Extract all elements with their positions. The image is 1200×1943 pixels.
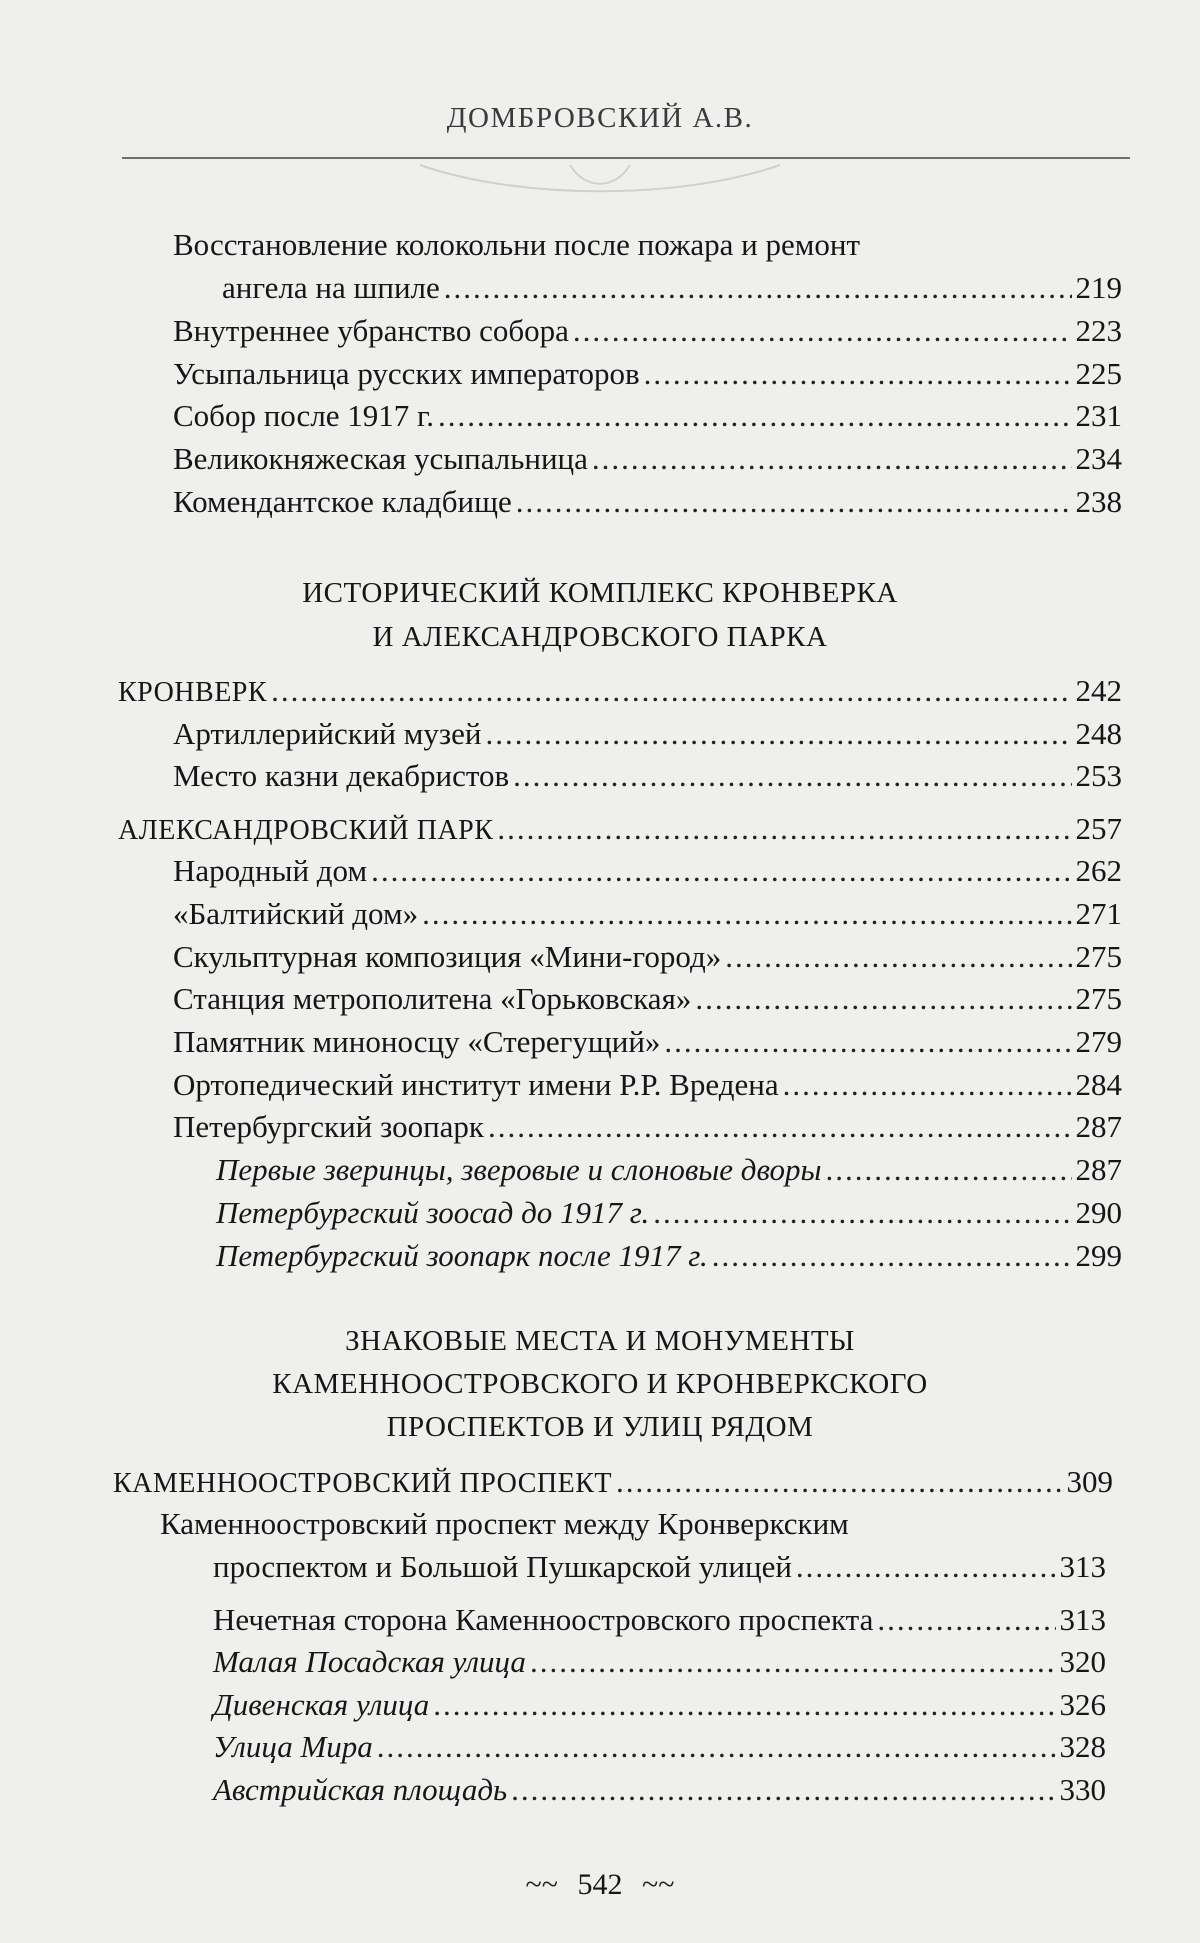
leader-dots <box>644 354 1072 394</box>
toc-entry-label: ангела на шпиле <box>222 270 440 305</box>
leader-dots <box>530 1642 1056 1682</box>
leader-dots <box>511 1770 1055 1810</box>
toc-subentry <box>213 1685 1106 1725</box>
leader-dots <box>712 1236 1072 1276</box>
page-number: 238 <box>1075 484 1122 519</box>
swash-right-icon: ~~ <box>642 1868 675 1901</box>
page-number: 287 <box>1075 1109 1122 1144</box>
page-number: 242 <box>1075 673 1122 708</box>
page-number: 326 <box>1059 1687 1106 1722</box>
toc-entry-label: Петербургский зоопарк после 1917 г. <box>216 1238 708 1273</box>
toc-entry <box>173 439 1122 479</box>
toc-entry-label: Петербургский зоопарк <box>173 1109 484 1144</box>
toc-entry <box>173 311 1122 351</box>
ornament-icon <box>400 160 800 200</box>
toc-entry-label: Ортопедический институт имени Р.Р. Вредена <box>173 1067 779 1102</box>
page-number-footer: 542 <box>577 1868 623 1901</box>
leader-dots <box>664 1022 1071 1062</box>
leader-dots <box>796 1547 1056 1587</box>
toc-section-entry <box>113 1462 1113 1504</box>
toc-entry <box>173 937 1122 977</box>
leader-dots <box>488 1107 1072 1147</box>
leader-dots <box>438 396 1071 436</box>
toc-entry-label: Первые зверинцы, зверовые и слоновые дворы <box>216 1152 822 1187</box>
toc-subentry <box>216 1193 1122 1233</box>
leader-dots <box>433 1685 1055 1725</box>
toc-entry-label: Австрийская площадь <box>213 1772 508 1807</box>
page-number: 231 <box>1075 398 1122 433</box>
toc-entry-label: Внутреннее убранство собора <box>173 313 569 348</box>
page-number: 253 <box>1075 758 1122 793</box>
toc-section-entry <box>118 809 1122 851</box>
toc-entry-label: Артиллерийский музей <box>173 716 482 751</box>
toc-subentry <box>213 1770 1106 1810</box>
toc-entry <box>173 482 1122 522</box>
toc-entry <box>173 1022 1122 1062</box>
toc-entry-label: Петербургский зоосад до 1917 г. <box>216 1195 650 1230</box>
page-number: 271 <box>1075 896 1122 931</box>
page-number: 248 <box>1075 716 1122 751</box>
toc-entry <box>173 396 1122 436</box>
page-footer <box>0 1868 1200 1902</box>
toc-entry-label: Народный дом <box>173 853 368 888</box>
toc-entry-label: Улица Мира <box>213 1729 373 1764</box>
page-number: 225 <box>1075 356 1122 391</box>
toc-entry-label: Скульптурная композиция «Мини-город» <box>173 939 722 974</box>
toc-entry-label: АЛЕКСАНДРОВСКИЙ ПАРК <box>118 815 494 846</box>
toc-entry-label: КАМЕННООСТРОВСКИЙ ПРОСПЕКТ <box>113 1468 612 1499</box>
toc-entry-label: Каменноостровский проспект между Кронверкским <box>160 1506 849 1541</box>
leader-dots <box>271 671 1071 711</box>
toc-entry-label: Станция метрополитена «Горьковская» <box>173 981 692 1016</box>
toc-subentry <box>216 1150 1122 1190</box>
page-number: 262 <box>1075 853 1122 888</box>
leader-dots <box>485 714 1071 754</box>
toc-entry-label: Усыпальница русских императоров <box>173 356 640 391</box>
toc-entry <box>173 1065 1122 1105</box>
leader-dots <box>653 1193 1071 1233</box>
section-title: ПРОСПЕКТОВ И УЛИЦ РЯДОМ <box>386 1411 814 1443</box>
toc-entry-label: Малая Посадская улица <box>213 1644 526 1679</box>
toc-entry-label: Комендантское кладбище <box>173 484 512 519</box>
toc-entry <box>173 756 1122 796</box>
leader-dots <box>783 1065 1072 1105</box>
leader-dots <box>444 268 1072 308</box>
toc-entry-label: проспектом и Большой Пушкарской улицей <box>213 1549 792 1584</box>
toc-entry-label: Место казни декабристов <box>173 758 510 793</box>
leader-dots <box>513 756 1071 796</box>
toc-entry <box>213 1600 1106 1640</box>
page-number: 328 <box>1059 1729 1106 1764</box>
toc-entry <box>173 354 1122 394</box>
page-number: 290 <box>1075 1195 1122 1230</box>
swash-left-icon: ~~ <box>525 1868 558 1901</box>
toc-entry <box>173 851 1122 891</box>
toc-entry-label: Памятник миноносцу «Стерегущий» <box>173 1024 661 1059</box>
leader-dots <box>573 311 1072 351</box>
toc-entry <box>173 894 1122 934</box>
page-number: 275 <box>1075 939 1122 974</box>
section-title: И АЛЕКСАНДРОВСКОГО ПАРКА <box>372 621 828 653</box>
page-number: 223 <box>1075 313 1122 348</box>
toc-entry <box>173 714 1122 754</box>
leader-dots <box>826 1150 1072 1190</box>
toc-subentry <box>213 1727 1106 1767</box>
section-title: ЗНАКОВЫЕ МЕСТА И МОНУМЕНТЫ <box>345 1325 855 1357</box>
section-title: ИСТОРИЧЕСКИЙ КОМПЛЕКС КРОНВЕРКА <box>302 577 898 609</box>
leader-dots <box>377 1727 1056 1767</box>
page-number: 299 <box>1075 1238 1122 1273</box>
leader-dots <box>371 851 1071 891</box>
toc-entry <box>222 268 1122 308</box>
leader-dots <box>592 439 1072 479</box>
leader-dots <box>725 937 1071 977</box>
leader-dots <box>422 894 1071 934</box>
page-number: 309 <box>1066 1464 1113 1499</box>
toc-entry <box>173 979 1122 1019</box>
toc-entry-label: Собор после 1917 г. <box>173 398 435 433</box>
leader-dots <box>497 809 1071 849</box>
section-title: КАМЕННООСТРОВСКОГО И КРОНВЕРКСКОГО <box>272 1368 928 1400</box>
page-number: 275 <box>1075 981 1122 1016</box>
leader-dots <box>877 1600 1055 1640</box>
toc-entry-label: «Балтийский дом» <box>173 896 419 931</box>
toc-subentry <box>213 1642 1106 1682</box>
toc-subentry <box>216 1236 1122 1276</box>
toc-entry <box>213 1547 1106 1587</box>
page-number: 257 <box>1075 811 1122 846</box>
leader-dots <box>616 1462 1063 1502</box>
page-number: 313 <box>1059 1602 1106 1637</box>
leader-dots <box>516 482 1072 522</box>
page-number: 320 <box>1059 1644 1106 1679</box>
toc-entry-label: Нечетная сторона Каменноостровского проспекта <box>213 1602 874 1637</box>
page-number: 234 <box>1075 441 1122 476</box>
toc-entry-label: Великокняжеская усыпальница <box>173 441 588 476</box>
page-number: 313 <box>1059 1549 1106 1584</box>
running-head: ДОМБРОВСКИЙ А.В. <box>446 102 754 134</box>
page-number: 219 <box>1075 270 1122 305</box>
toc-entry <box>173 1107 1122 1147</box>
leader-dots <box>695 979 1071 1019</box>
toc-entry-label: Дивенская улица <box>213 1687 430 1722</box>
toc-entry-label: КРОНВЕРК <box>118 677 268 708</box>
toc-entry-label: Восстановление колокольни после пожара и ремонт <box>173 227 861 262</box>
page-number: 287 <box>1075 1152 1122 1187</box>
toc-section-entry <box>118 671 1122 713</box>
page-number: 279 <box>1075 1024 1122 1059</box>
page-number: 284 <box>1075 1067 1122 1102</box>
page-number: 330 <box>1059 1772 1106 1807</box>
header-rule <box>122 157 1130 159</box>
